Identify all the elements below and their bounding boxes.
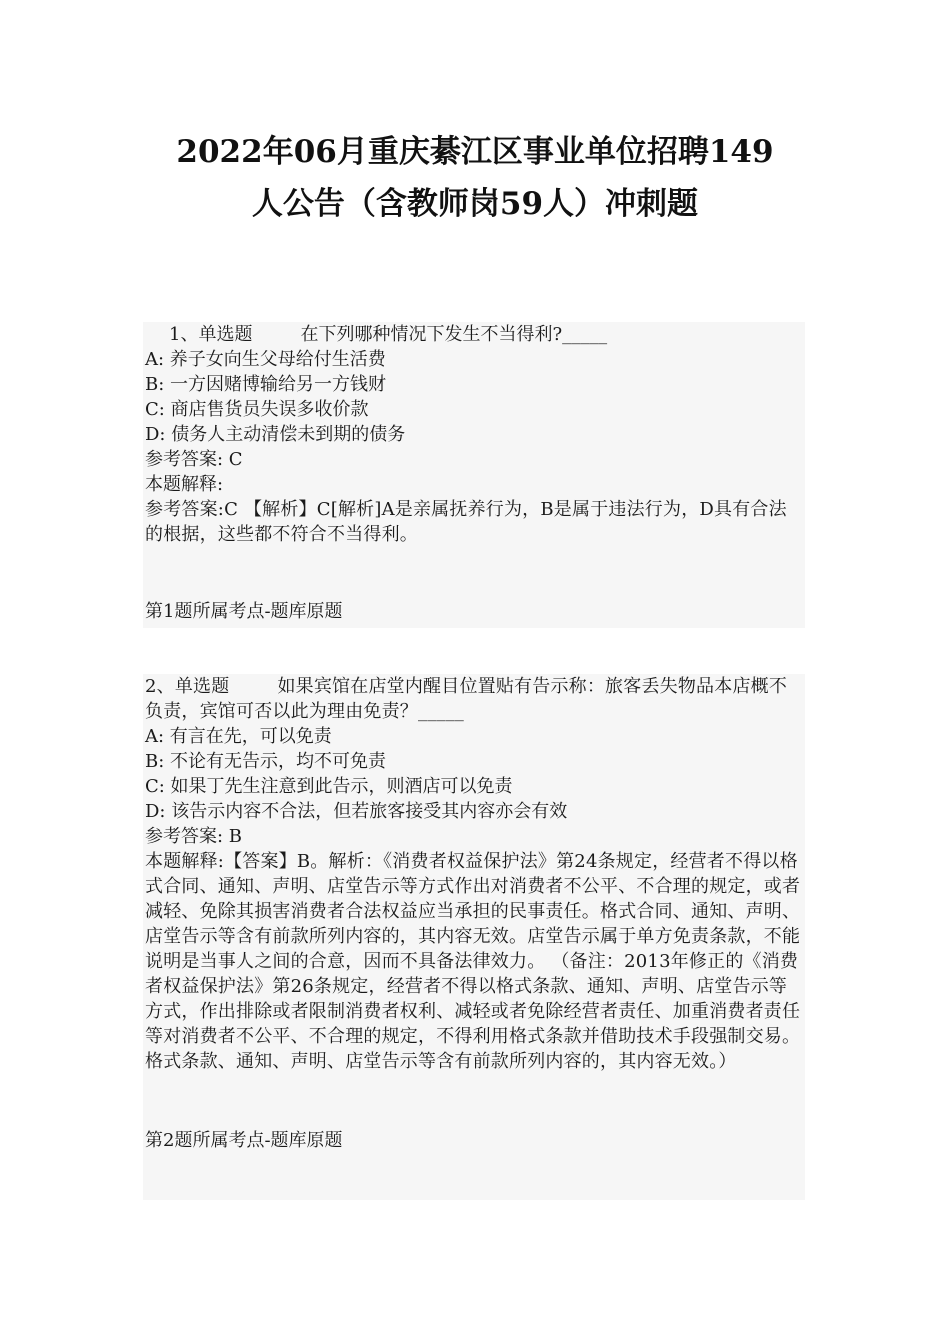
question-1-header [143, 322, 805, 347]
question-1-option-d: D: 债务人主动清偿未到期的债务 [145, 424, 406, 445]
question-1-stem: 在下列哪种情况下发生不当得利?_____ [300, 324, 608, 345]
question-2 [143, 674, 805, 1200]
question-2-explanation: 本题解释:【答案】B。解析：《消费者权益保护法》第24条规定，经营者不得以格式合同、通知、声明、店堂告示等方式作出对消费者不公平、不合理的规定，或者减轻、免除其损害消费者合法权益应当承担的民事责任。格式合同、通知、声明、店堂告示等含有前款所列内容的，其内容无效。店堂告示属于单方免责条款，不能说明是当事人之间的合意，因而不具备法律效力。 （备注：2013年修正的《消费者权益保护法》第26条规定，经营者不得以格式条款、通知、声明、店堂告示等方式，作出排除或者限制消费者权利、减轻或者免除经营者责任、加重消费者责任等对消费者不公平、不合理的规定，不得利用格式条款并借助技术手段强制交易。格式条款、通知、声明、店堂告示等含有前款所列内容的，其内容无效。） [145, 851, 801, 1072]
question-2-topic: 第2题所属考点-题库原题 [145, 1130, 343, 1151]
question-1-topic: 第1题所属考点-题库原题 [145, 601, 343, 622]
question-2-header [143, 674, 805, 724]
page-title [120, 126, 830, 230]
question-2-option-b: B: 不论有无告示，均不可免责 [145, 751, 387, 772]
question-1-type: 1、单选题 [169, 324, 253, 345]
question-2-answer: 参考答案: B [145, 826, 243, 847]
question-2-option-c: C: 如果丁先生注意到此告示，则酒店可以免责 [145, 776, 513, 797]
question-1-option-a: A: 养子女向生父母给付生活费 [145, 349, 386, 370]
question-1-option-c: C: 商店售货员失误多收价款 [145, 399, 369, 420]
question-2-option-a: A: 有言在先，可以免责 [145, 726, 332, 747]
question-2-type: 2、单选题 [145, 676, 230, 697]
question-1-explanation-label: 本题解释: [145, 474, 224, 495]
question-1 [143, 322, 805, 628]
question-1-option-b: B: 一方因赌博输给另一方钱财 [145, 374, 387, 395]
question-2-stem: 如果宾馆在店堂内醒目位置贴有告示称：旅客丢失物品本店概不负责，宾馆可否以此为理由免责？_____ [145, 676, 788, 722]
title-line-2: 人公告（含教师岗59人）冲刺题 [251, 186, 699, 222]
question-1-answer: 参考答案: C [145, 449, 243, 470]
question-2-option-d: D: 该告示内容不合法，但若旅客接受其内容亦会有效 [145, 801, 568, 822]
question-1-explanation: 参考答案:C 【解析】C[解析]A是亲属抚养行为，B是属于违法行为，D具有合法的根据，这些都不符合不当得利。 [145, 499, 787, 545]
title-line-1: 2022年06月重庆綦江区事业单位招聘149 [176, 134, 774, 170]
